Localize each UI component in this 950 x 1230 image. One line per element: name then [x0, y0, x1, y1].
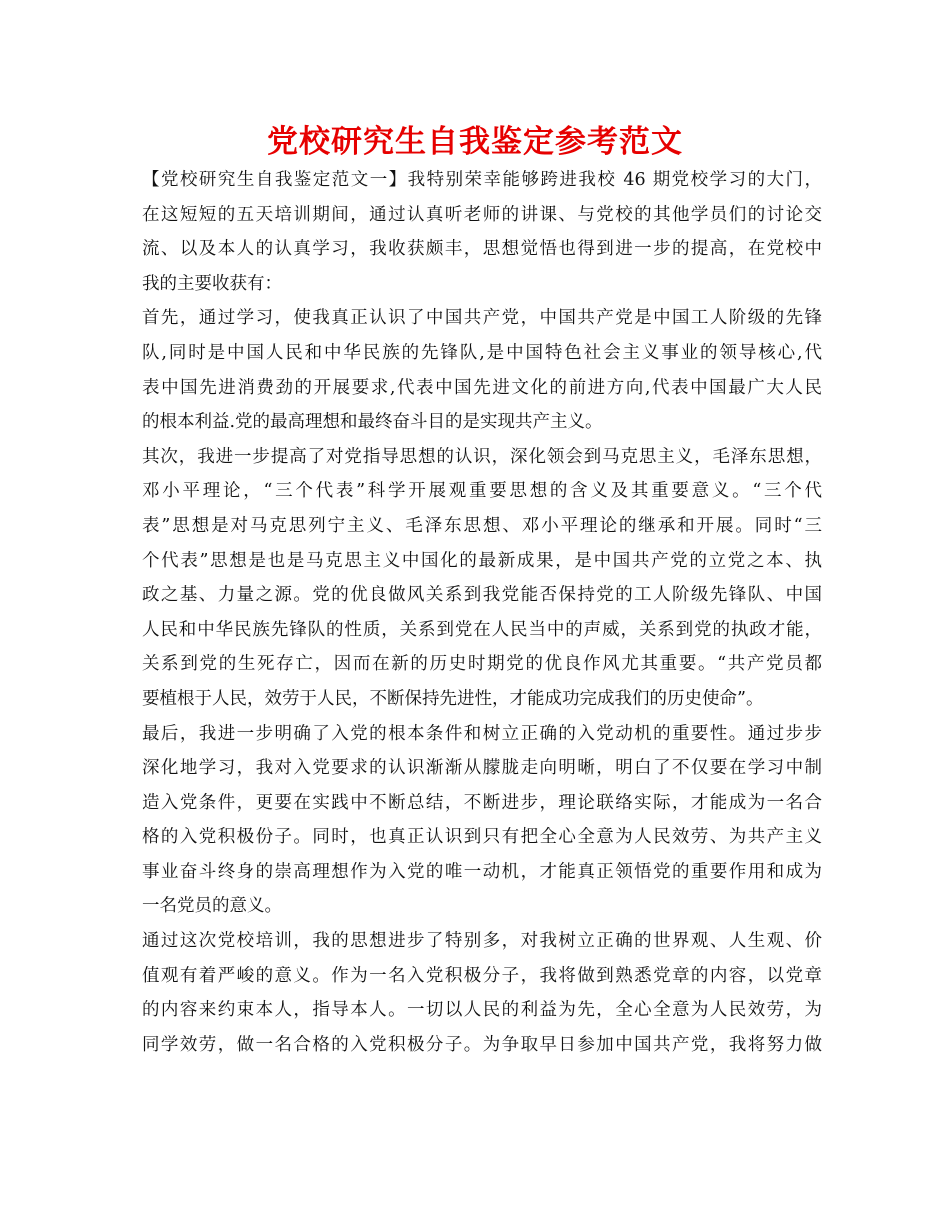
text-line: 队,同时是中国人民和中华民族的先锋队,是中国特色社会主义事业的领导核心,代: [142, 342, 822, 363]
text-line: 值观有着严峻的意义。作为一名入党积极分子，我将做到熟悉党章的内容，以党章: [142, 965, 822, 986]
document-title: 党校研究生自我鉴定参考范文: [267, 124, 683, 160]
text-line: 表中国先进消费劲的开展要求,代表中国先进文化的前进方向,代表中国最广大人民: [142, 377, 822, 398]
text-line: 深化地学习，我对入党要求的认识渐渐从朦胧走向明晰，明白了不仅要在学习中制: [142, 758, 822, 779]
text-line: 关系到党的生死存亡，因而在新的历史时期党的优良作风尤其重要。“共产党员都: [142, 654, 822, 675]
text-line: 通过这次党校培训，我的思想进步了特别多，对我树立正确的世界观、人生观、价: [142, 931, 822, 952]
document-body: [142, 163, 822, 1062]
text-line: 的内容来约束本人，指导本人。一切以人民的利益为先，全心全意为人民效劳，为: [142, 1000, 822, 1021]
text-line: 要植根于人民，效劳于人民，不断保持先进性，才能成功完成我们的历史使命”。: [142, 688, 764, 709]
text-line: 事业奋斗终身的崇高理想作为入党的唯一动机，才能真正领悟党的重要作用和成为: [142, 861, 822, 882]
text-line: 我的主要收获有：: [142, 273, 282, 294]
text-line: 的根本利益.党的最高理想和最终奋斗目的是实现共产主义。: [142, 412, 603, 433]
text-line: 人民和中华民族先锋队的性质，关系到党在人民当中的声威，关系到党的执政才能，: [142, 619, 822, 640]
text-line: 流、以及本人的认真学习，我收获颇丰，思想觉悟也得到进一步的提高，在党校中: [142, 239, 822, 260]
text-line: 其次，我进一步提高了对党指导思想的认识，深化领会到马克思主义，毛泽东思想，: [142, 446, 822, 467]
text-line: 政之基、力量之源。党的优良做风关系到我党能否保持党的工人阶级先锋队、中国: [142, 585, 822, 606]
text-line: 一名党员的意义。: [142, 896, 282, 917]
text-line: 造入党条件，更要在实践中不断总结，不断进步，理论联络实际，才能成为一名合: [142, 792, 822, 813]
text-line: 【党校研究生自我鉴定范文一】我特别荣幸能够跨进我校 46 期党校学习的大门，: [142, 170, 822, 190]
text-line: 表”思想是对马克思列宁主义、毛泽东思想、邓小平理论的继承和开展。同时“三: [142, 515, 822, 536]
text-line: 格的入党积极份子。同时，也真正认识到只有把全心全意为人民效劳、为共产主义: [142, 827, 822, 848]
text-line: 同学效劳，做一名合格的入党积极分子。为争取早日参加中国共产党，我将努力做: [142, 1034, 822, 1055]
text-line: 个代表”思想是也是马克思主义中国化的最新成果，是中国共产党的立党之本、执: [142, 550, 822, 571]
text-line: 首先，通过学习，使我真正认识了中国共产党，中国共产党是中国工人阶级的先锋: [142, 308, 822, 329]
text-line: 邓小平理论，“三个代表”科学开展观重要思想的含义及其重要意义。“三个代: [142, 481, 822, 502]
text-line: 在这短短的五天培训期间，通过认真听老师的讲课、与党校的其他学员们的讨论交: [142, 204, 822, 225]
text-line: 最后，我进一步明确了入党的根本条件和树立正确的入党动机的重要性。通过步步: [142, 723, 822, 744]
